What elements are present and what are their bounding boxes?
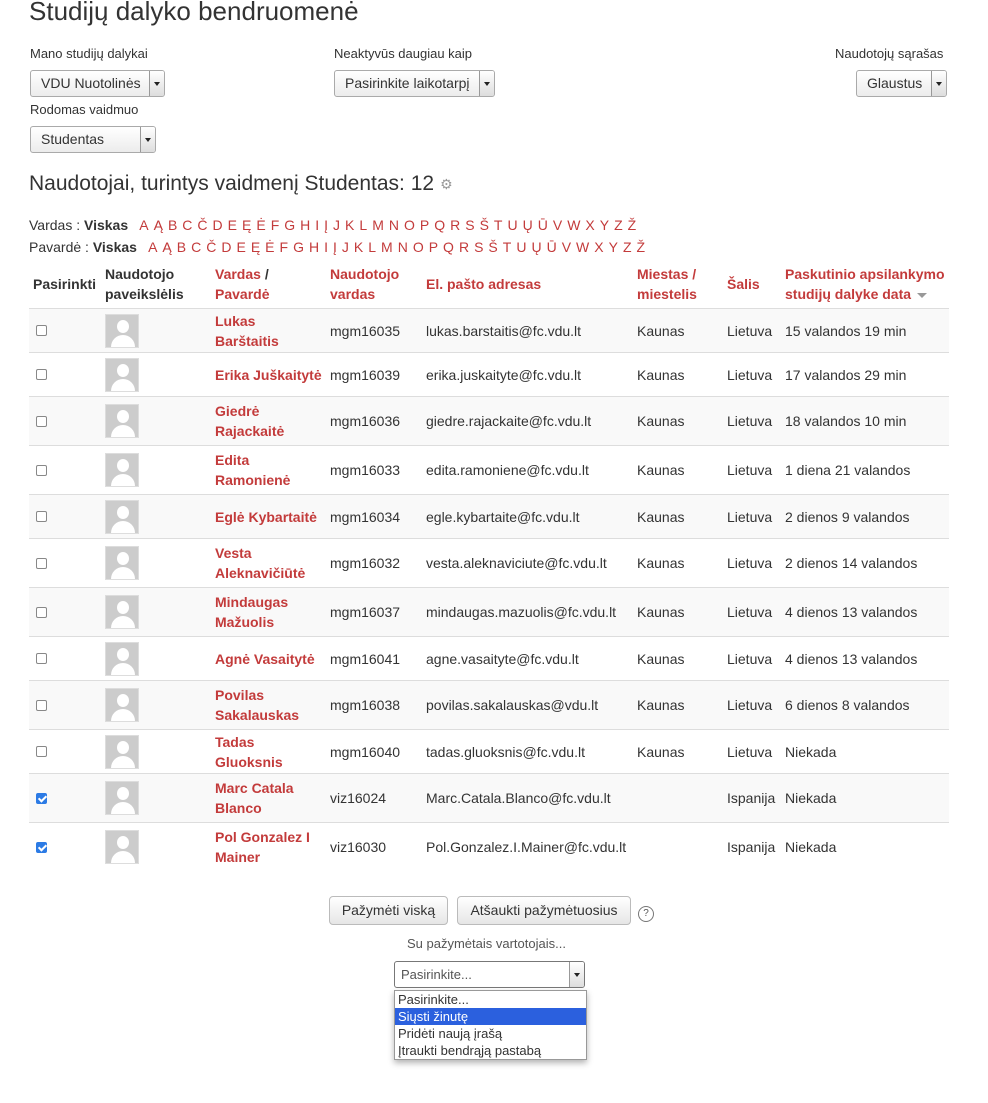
last-name-initial-link[interactable]: W — [576, 239, 590, 255]
last-access-cell: 2 dienos 14 valandos — [781, 539, 949, 588]
user-name-line-1: Edita — [215, 452, 250, 468]
user-name-line-2: Blanco — [215, 800, 262, 816]
first-name-initial-link[interactable]: Y — [599, 217, 610, 233]
select-cell — [29, 446, 101, 495]
last-name-initial-link[interactable]: U — [516, 239, 527, 255]
user-name-link[interactable] — [215, 452, 290, 488]
sort-last-name-link[interactable]: Pavardė — [215, 286, 270, 302]
user-name-line-1: Lukas Barštaitis — [215, 312, 279, 349]
gear-icon[interactable]: ⚙ — [440, 175, 453, 192]
last-name-initial-link[interactable]: Ų — [531, 239, 542, 255]
last-name-initial-link[interactable]: X — [594, 239, 604, 255]
user-name-line-2: Ramonienė — [215, 472, 291, 488]
last-access-cell: 18 valandos 10 min — [781, 397, 949, 446]
row-checkbox[interactable] — [36, 416, 47, 427]
last-name-initial-link[interactable]: Ą — [162, 239, 172, 255]
user-name-line-1: Eglė Kybartaitė — [215, 508, 317, 525]
action-option[interactable]: Siųsti žinutę — [395, 1008, 586, 1025]
last-name-initial-link[interactable]: E — [236, 239, 246, 255]
chevron-down-icon — [140, 127, 155, 152]
first-name-initial-link[interactable]: S — [465, 217, 475, 233]
first-name-initial-link[interactable]: Ą — [153, 217, 163, 233]
first-name-initial-link[interactable]: Q — [434, 217, 446, 233]
user-name-line-2: Aleknavičiūtė — [215, 565, 306, 581]
user-name-line-1: Vesta — [215, 545, 252, 561]
city-cell: Kaunas — [633, 495, 723, 539]
country-cell: Ispanija — [723, 774, 781, 823]
email-cell: Marc.Catala.Blanco@fc.vdu.lt — [422, 774, 633, 823]
name-cell — [211, 588, 326, 637]
country-cell: Lietuva — [723, 495, 781, 539]
table-row — [29, 730, 949, 774]
last-name-initials-label: Pavardė : — [29, 239, 89, 255]
last-name-initial-link[interactable]: Y — [608, 239, 618, 255]
table-row — [29, 681, 949, 730]
row-checkbox[interactable] — [36, 558, 47, 569]
last-name-initial-link[interactable]: F — [279, 239, 289, 255]
avatar[interactable] — [105, 546, 139, 580]
picture-cell — [101, 446, 211, 495]
last-access-cell: Niekada — [781, 730, 949, 774]
picture-cell — [101, 823, 211, 872]
country-cell: Lietuva — [723, 681, 781, 730]
username-cell: mgm16037 — [326, 588, 422, 637]
table-row — [29, 353, 949, 397]
select-cell — [29, 681, 101, 730]
email-cell: Pol.Gonzalez.I.Mainer@fc.vdu.lt — [422, 823, 633, 872]
last-name-initial-link[interactable]: Č — [206, 239, 217, 255]
avatar[interactable] — [105, 358, 139, 392]
username-cell: viz16030 — [326, 823, 422, 872]
last-name-initial-link[interactable]: N — [397, 239, 408, 255]
last-access-cell: Niekada — [781, 823, 949, 872]
username-cell: mgm16036 — [326, 397, 422, 446]
user-name-line-1: Pol Gonzalez I — [215, 829, 310, 846]
username-cell: mgm16032 — [326, 539, 422, 588]
user-name-link[interactable] — [215, 594, 288, 630]
first-name-initial-link[interactable]: I — [315, 217, 320, 233]
name-cell — [211, 446, 326, 495]
sort-desc-icon — [917, 293, 927, 298]
city-cell: Kaunas — [633, 730, 723, 774]
with-selected-value: Pasirinkite... — [401, 967, 472, 982]
page-title: Studijų dalyko bendruomenė — [29, 0, 359, 26]
city-cell: Kaunas — [633, 309, 723, 353]
col-city[interactable]: Miestas / miestelis — [633, 260, 723, 309]
with-selected-select[interactable] — [394, 961, 585, 988]
table-row — [29, 446, 949, 495]
action-option[interactable]: Pasirinkite... — [398, 992, 469, 1007]
user-name-line-1: Tadas Gluoksnis — [215, 733, 283, 770]
role-select[interactable] — [30, 126, 156, 153]
row-checkbox[interactable] — [36, 842, 47, 853]
name-cell — [211, 730, 326, 774]
role-heading-text: Naudotojai, turintys vaidmenį Studentas: 12 — [29, 172, 435, 195]
select-cell — [29, 730, 101, 774]
last-access-cell: 17 valandos 29 min — [781, 353, 949, 397]
avatar[interactable] — [105, 688, 139, 722]
name-cell — [211, 539, 326, 588]
avatar[interactable] — [105, 500, 139, 534]
username-cell: mgm16038 — [326, 681, 422, 730]
last-name-initial-link[interactable]: M — [381, 239, 393, 255]
user-name-line-1: Marc Catala — [215, 780, 294, 796]
first-name-initial-link[interactable]: Ų — [522, 217, 533, 233]
last-name-initial-link[interactable]: I — [324, 239, 328, 255]
first-name-initial-link[interactable]: Š — [479, 217, 489, 233]
last-name-initial-link[interactable]: B — [176, 239, 187, 255]
name-cell — [211, 681, 326, 730]
user-name-link[interactable] — [215, 651, 315, 667]
country-cell: Lietuva — [723, 397, 781, 446]
inactive-select-value: Pasirinkite laikotarpį — [345, 75, 470, 91]
last-name-initial-link[interactable]: H — [308, 239, 320, 255]
first-name-initial-link[interactable]: M — [372, 217, 384, 233]
first-name-initial-link[interactable]: U — [507, 217, 518, 233]
email-cell: agne.vasaityte@fc.vdu.lt — [422, 637, 633, 681]
picture-cell — [101, 539, 211, 588]
city-cell — [633, 774, 723, 823]
user-name-link[interactable] — [215, 780, 294, 816]
col-last-access[interactable]: Paskutinio apsilankymo studijų dalyke data — [781, 260, 949, 309]
first-name-initial-link[interactable]: D — [212, 217, 223, 233]
city-cell: Kaunas — [633, 637, 723, 681]
user-list-select-value: Glaustus — [867, 75, 923, 91]
first-name-initial-link[interactable]: Ę — [242, 217, 252, 233]
user-name-line-2: Mainer — [215, 849, 261, 866]
last-name-initial-link[interactable]: Ž — [636, 239, 646, 255]
participants-table — [29, 260, 949, 872]
city-cell: Kaunas — [633, 397, 723, 446]
role-heading — [29, 172, 453, 196]
courses-label: Mano studijų dalykai — [30, 46, 148, 61]
user-name-link[interactable] — [215, 509, 317, 525]
table-row — [29, 539, 949, 588]
table-row — [29, 309, 949, 353]
name-cell — [211, 774, 326, 823]
email-cell: erika.juskaityte@fc.vdu.lt — [422, 353, 633, 397]
user-name-link[interactable] — [215, 313, 279, 349]
last-name-initial-link[interactable]: G — [293, 239, 304, 255]
first-name-initial-link[interactable]: N — [388, 217, 399, 233]
user-name-link[interactable] — [215, 367, 322, 383]
first-name-initial-link[interactable]: X — [585, 217, 595, 233]
last-name-initial-link[interactable]: L — [368, 239, 377, 255]
name-cell — [211, 637, 326, 681]
user-name-link[interactable] — [215, 734, 283, 770]
select-cell — [29, 309, 101, 353]
user-name-link[interactable] — [215, 403, 284, 439]
select-cell — [29, 823, 101, 872]
last-name-initial-link[interactable]: J — [341, 239, 349, 255]
city-cell: Kaunas — [633, 446, 723, 495]
user-list-select[interactable] — [856, 70, 947, 97]
picture-cell — [101, 637, 211, 681]
username-cell: mgm16034 — [326, 495, 422, 539]
first-name-initials-label: Vardas : — [29, 217, 81, 233]
user-name-link[interactable] — [215, 687, 299, 723]
courses-select-value: VDU Nuotolinės — [41, 75, 141, 91]
user-name-line-2: Rajackaitė — [215, 423, 285, 439]
last-name-initial-link[interactable]: Z — [622, 239, 632, 255]
last-name-initials-bar — [29, 239, 650, 255]
name-cell — [211, 353, 326, 397]
first-name-initial-link[interactable]: G — [284, 217, 296, 233]
first-name-initial-link[interactable]: V — [552, 217, 563, 233]
action-option[interactable]: Pridėti naują įrašą — [398, 1026, 503, 1041]
select-cell — [29, 539, 101, 588]
last-name-initial-link[interactable]: Q — [443, 239, 454, 255]
last-name-initial-link[interactable]: Š — [488, 239, 498, 255]
picture-cell — [101, 774, 211, 823]
email-cell: lukas.barstaitis@fc.vdu.lt — [422, 309, 633, 353]
row-checkbox[interactable] — [36, 653, 47, 664]
last-access-cell: 4 dienos 13 valandos — [781, 588, 949, 637]
first-name-initial-link[interactable]: K — [345, 217, 355, 233]
select-cell — [29, 353, 101, 397]
inactive-select[interactable] — [334, 70, 495, 97]
user-name-line-2: Mažuolis — [215, 614, 275, 630]
first-name-initials-bar — [29, 217, 641, 233]
select-all-button[interactable]: Pažymėti viską — [329, 896, 448, 925]
country-cell: Lietuva — [723, 353, 781, 397]
first-name-initial-link[interactable]: H — [300, 217, 311, 233]
last-name-initial-link[interactable]: Į — [332, 239, 337, 255]
first-name-initial-link[interactable]: L — [359, 217, 368, 233]
last-access-cell: 6 dienos 8 valandos — [781, 681, 949, 730]
last-name-initial-link[interactable]: Ę — [250, 239, 261, 255]
username-cell: viz16024 — [326, 774, 422, 823]
table-row — [29, 823, 949, 872]
row-checkbox[interactable] — [36, 511, 47, 522]
username-cell: mgm16035 — [326, 309, 422, 353]
first-name-initial-link[interactable]: Z — [614, 217, 623, 233]
avatar[interactable] — [105, 830, 139, 864]
chevron-down-icon — [569, 962, 584, 987]
row-checkbox[interactable] — [36, 700, 47, 711]
row-checkbox[interactable] — [36, 325, 47, 336]
first-name-initial-link[interactable]: A — [139, 217, 149, 233]
picture-cell — [101, 309, 211, 353]
role-select-value: Studentas — [41, 131, 105, 147]
sort-first-name-link[interactable]: Vardas — [215, 266, 261, 282]
last-name-initial-link[interactable]: O — [412, 239, 424, 255]
table-row — [29, 588, 949, 637]
first-name-initial-link[interactable]: Č — [197, 217, 208, 233]
last-name-initial-link[interactable]: K — [353, 239, 364, 255]
avatar[interactable] — [105, 314, 139, 348]
email-cell: vesta.aleknaviciute@fc.vdu.lt — [422, 539, 633, 588]
country-cell: Ispanija — [723, 823, 781, 872]
username-cell: mgm16039 — [326, 353, 422, 397]
col-name: Vardas / Pavardė — [211, 260, 326, 309]
last-name-initials — [148, 239, 650, 255]
table-row — [29, 397, 949, 446]
courses-select[interactable] — [30, 70, 165, 97]
city-cell: Kaunas — [633, 681, 723, 730]
table-row — [29, 495, 949, 539]
user-name-line-1: Mindaugas — [215, 594, 289, 610]
chevron-down-icon — [479, 71, 494, 96]
table-row — [29, 637, 949, 681]
user-name-line-2: Sakalauskas — [215, 707, 300, 723]
avatar[interactable] — [105, 404, 139, 438]
last-name-initial-link[interactable]: D — [221, 239, 232, 255]
last-name-initial-link[interactable]: P — [428, 239, 439, 255]
avatar[interactable] — [105, 642, 139, 676]
user-name-link[interactable] — [215, 545, 305, 581]
last-name-initial-all[interactable]: Viskas — [92, 239, 137, 255]
col-country[interactable]: Šalis — [723, 260, 781, 309]
first-name-initial-link[interactable]: Ž — [627, 217, 637, 233]
last-name-initial-link[interactable]: V — [561, 239, 572, 255]
city-cell: Kaunas — [633, 539, 723, 588]
last-name-initial-link[interactable]: C — [191, 239, 202, 255]
email-cell: edita.ramoniene@fc.vdu.lt — [422, 446, 633, 495]
name-cell — [211, 309, 326, 353]
email-cell: giedre.rajackaite@fc.vdu.lt — [422, 397, 633, 446]
first-name-initial-link[interactable]: C — [182, 217, 193, 233]
last-name-initial-link[interactable]: S — [474, 239, 484, 255]
select-cell — [29, 397, 101, 446]
inactive-label: Neaktyvūs daugiau kaip — [334, 46, 473, 61]
col-picture: Naudotojo paveikslėlis — [101, 260, 211, 309]
first-name-initial-link[interactable]: P — [419, 217, 430, 233]
email-cell: egle.kybartaite@fc.vdu.lt — [422, 495, 633, 539]
user-name-line-1: Giedrė — [215, 403, 260, 419]
email-cell: povilas.sakalauskas@vdu.lt — [422, 681, 633, 730]
user-name-line-1: Agnė Vasaitytė — [215, 650, 315, 667]
row-checkbox[interactable] — [36, 793, 47, 804]
country-cell: Lietuva — [723, 539, 781, 588]
last-name-initial-link[interactable]: Ū — [546, 239, 557, 255]
picture-cell — [101, 681, 211, 730]
country-cell: Lietuva — [723, 637, 781, 681]
username-cell: mgm16040 — [326, 730, 422, 774]
last-name-initial-link[interactable]: A — [148, 239, 158, 255]
user-list-label: Naudotojų sąrašas — [835, 46, 944, 61]
last-name-initial-link[interactable]: R — [458, 239, 470, 255]
username-cell: mgm16033 — [326, 446, 422, 495]
name-cell — [211, 823, 326, 872]
country-cell: Lietuva — [723, 588, 781, 637]
col-username[interactable]: Naudotojo vardas — [326, 260, 422, 309]
avatar[interactable] — [105, 453, 139, 487]
picture-cell — [101, 397, 211, 446]
user-name-link[interactable] — [215, 829, 310, 865]
row-checkbox[interactable] — [36, 369, 47, 380]
last-access-cell: 1 diena 21 valandos — [781, 446, 949, 495]
avatar[interactable] — [105, 735, 139, 769]
last-access-cell: 4 dienos 13 valandos — [781, 637, 949, 681]
last-name-initial-link[interactable]: Ė — [265, 239, 275, 255]
city-cell: Kaunas — [633, 588, 723, 637]
first-name-initial-link[interactable]: Ū — [537, 217, 548, 233]
country-cell: Lietuva — [723, 730, 781, 774]
col-select: Pasirinkti — [29, 260, 101, 309]
first-name-initial-link[interactable]: Ė — [256, 217, 266, 233]
last-name-initial-link[interactable]: T — [502, 239, 512, 255]
avatar[interactable] — [105, 781, 139, 815]
username-cell: mgm16041 — [326, 637, 422, 681]
role-label: Rodomas vaidmuo — [30, 102, 139, 117]
email-cell: tadas.gluoksnis@fc.vdu.lt — [422, 730, 633, 774]
user-name-line-1: Povilas — [215, 687, 265, 703]
first-name-initial-link[interactable]: F — [270, 217, 280, 233]
last-access-cell: 2 dienos 9 valandos — [781, 495, 949, 539]
row-checkbox[interactable] — [36, 465, 47, 476]
name-cell — [211, 495, 326, 539]
last-access-cell: Niekada — [781, 774, 949, 823]
country-cell: Lietuva — [723, 446, 781, 495]
row-checkbox[interactable] — [36, 607, 47, 618]
table-row — [29, 774, 949, 823]
first-name-initial-link[interactable]: E — [227, 217, 237, 233]
country-cell: Lietuva — [723, 309, 781, 353]
city-cell: Kaunas — [633, 353, 723, 397]
row-checkbox[interactable] — [36, 746, 47, 757]
picture-cell — [101, 730, 211, 774]
first-name-initials — [139, 217, 641, 233]
email-cell: mindaugas.mazuolis@fc.vdu.lt — [422, 588, 633, 637]
first-name-initial-link[interactable]: R — [450, 217, 461, 233]
with-selected-label: Su pažymėtais vartotojais... — [407, 936, 566, 951]
name-cell — [211, 397, 326, 446]
select-cell — [29, 495, 101, 539]
first-name-initial-all[interactable]: Viskas — [84, 217, 129, 233]
first-name-initial-link[interactable]: W — [567, 217, 581, 233]
chevron-down-icon — [931, 71, 946, 96]
select-cell — [29, 637, 101, 681]
first-name-initial-link[interactable]: B — [167, 217, 178, 233]
col-email[interactable]: El. pašto adresas — [422, 260, 633, 309]
action-dropdown-list — [394, 990, 587, 1060]
select-cell — [29, 588, 101, 637]
city-cell — [633, 823, 723, 872]
first-name-initial-link[interactable]: J — [333, 217, 341, 233]
action-option[interactable]: Įtraukti bendrąją pastabą — [398, 1043, 542, 1058]
first-name-initial-link[interactable]: T — [493, 217, 503, 233]
picture-cell — [101, 495, 211, 539]
deselect-all-button[interactable]: Atšaukti pažymėtuosius — [457, 896, 631, 925]
user-name-line-1: Erika Juškaitytė — [215, 366, 322, 383]
select-cell — [29, 774, 101, 823]
picture-cell — [101, 588, 211, 637]
picture-cell — [101, 353, 211, 397]
first-name-initial-link[interactable]: Į — [324, 217, 329, 233]
last-access-cell: 15 valandos 19 min — [781, 309, 949, 353]
first-name-initial-link[interactable]: O — [403, 217, 415, 233]
chevron-down-icon — [149, 71, 164, 96]
avatar[interactable] — [105, 595, 139, 629]
help-icon[interactable]: ? — [638, 906, 654, 922]
